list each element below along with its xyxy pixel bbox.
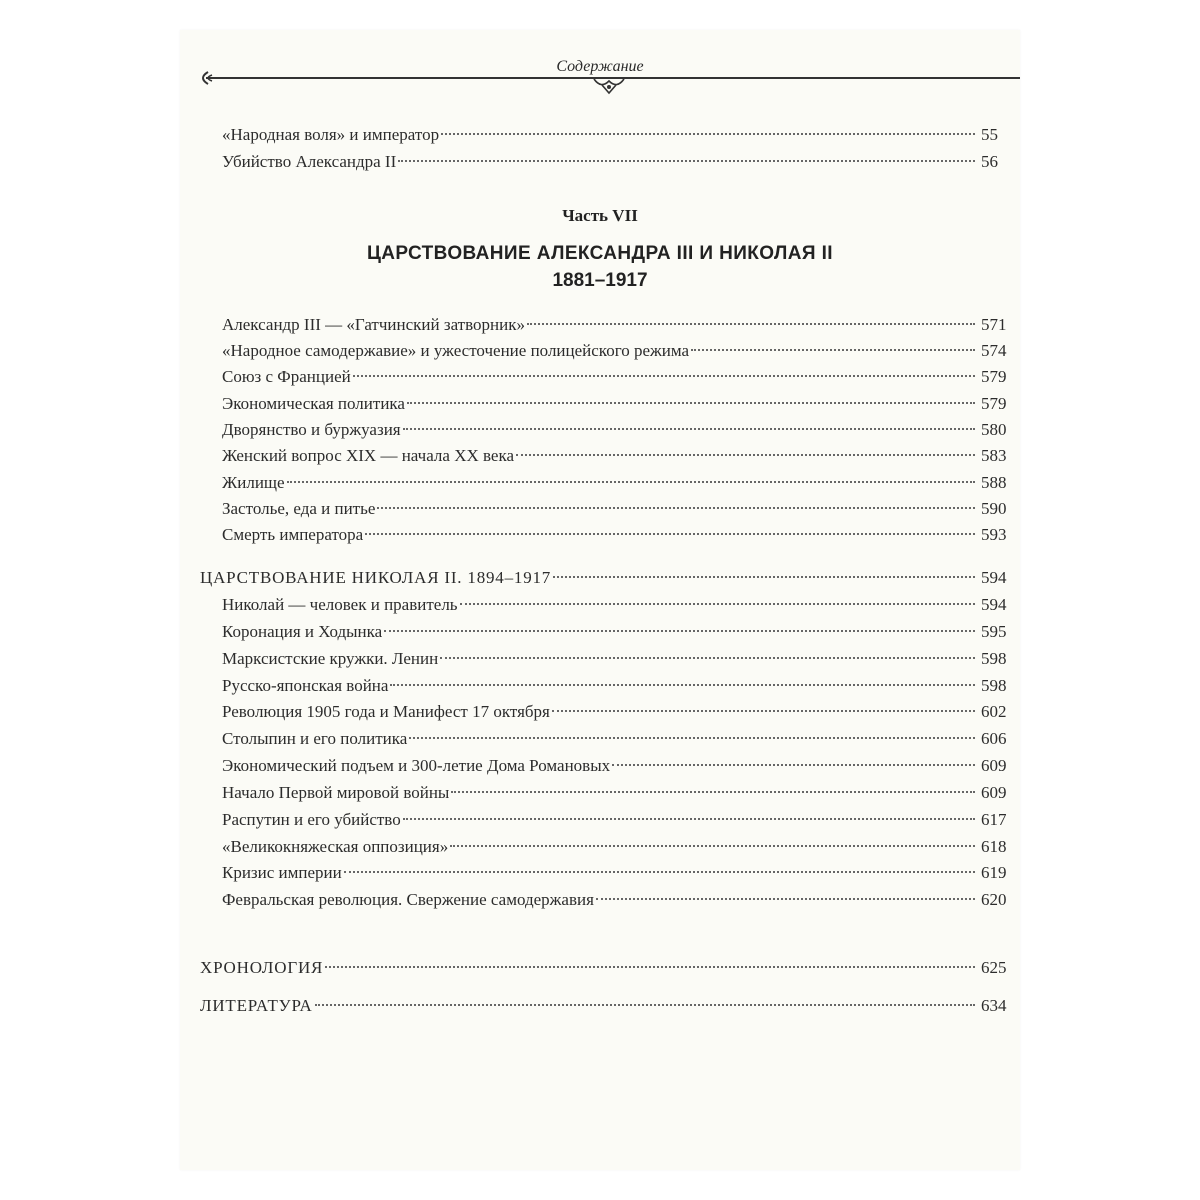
toc-entry[interactable] bbox=[222, 365, 1017, 389]
dot-leader bbox=[407, 402, 975, 404]
dot-leader bbox=[460, 603, 975, 605]
toc-entry-page: 579 bbox=[981, 394, 1007, 413]
toc-entry-page: 56 bbox=[981, 152, 998, 171]
book-page bbox=[180, 30, 1020, 1170]
toc-entry-title: Начало Первой мировой войны bbox=[222, 783, 450, 802]
dot-leader bbox=[441, 133, 975, 135]
toc-entry[interactable] bbox=[222, 418, 1017, 442]
toc-entry-title: Русско-японская война bbox=[222, 676, 389, 695]
dot-leader bbox=[516, 454, 975, 456]
toc-section-entry[interactable] bbox=[200, 994, 1017, 1018]
toc-entry-title: Жилище bbox=[222, 473, 285, 492]
toc-entry-title: Марксистские кружки. Ленин bbox=[222, 649, 439, 668]
toc-entry-page: 609 bbox=[981, 783, 1007, 802]
toc-entry[interactable] bbox=[222, 523, 1017, 547]
toc-entry[interactable] bbox=[222, 647, 1017, 671]
toc-entry-title: Николай — человек и правитель bbox=[222, 595, 458, 614]
toc-entry-page: 590 bbox=[981, 499, 1007, 518]
toc-section-page: 625 bbox=[981, 958, 1007, 977]
toc-entry-title: Кризис империи bbox=[222, 863, 342, 882]
dot-leader bbox=[409, 737, 975, 739]
toc-entry[interactable] bbox=[222, 754, 1017, 778]
toc-entry-page: 617 bbox=[981, 810, 1007, 829]
toc-entry-page: 580 bbox=[981, 420, 1007, 439]
toc-entry-page: 609 bbox=[981, 756, 1007, 775]
dot-leader bbox=[612, 764, 975, 766]
dot-leader bbox=[450, 845, 975, 847]
dot-leader bbox=[390, 684, 975, 686]
toc-entry-page: 574 bbox=[981, 341, 1007, 360]
toc-entry-title: Убийство Александра II bbox=[222, 152, 397, 171]
part-years: 1881–1917 bbox=[552, 270, 648, 291]
dot-leader bbox=[440, 657, 975, 659]
toc-section-entry[interactable] bbox=[200, 956, 1017, 980]
toc-entry-title: Женский вопрос XIX — начала XX века bbox=[222, 446, 515, 465]
toc-entry[interactable] bbox=[222, 700, 1017, 724]
toc-entry-title: Застолье, еда и питье bbox=[222, 499, 376, 518]
toc-entry[interactable] bbox=[222, 674, 1017, 698]
toc-entry-page: 594 bbox=[981, 595, 1007, 614]
toc-entry[interactable] bbox=[222, 392, 1017, 416]
toc-entry-title: Экономическая политика bbox=[222, 394, 405, 413]
toc-entry-page: 583 bbox=[981, 446, 1007, 465]
part-label: Часть VII bbox=[562, 206, 638, 225]
running-head bbox=[180, 58, 1020, 88]
toc-entry-page: 602 bbox=[981, 702, 1007, 721]
toc-entry-page: 620 bbox=[981, 890, 1007, 909]
dot-leader bbox=[552, 710, 975, 712]
dot-leader bbox=[451, 791, 975, 793]
toc-entry[interactable] bbox=[222, 497, 1017, 521]
dot-leader bbox=[287, 481, 975, 483]
toc-entry-title: Дворянство и буржуазия bbox=[222, 420, 401, 439]
toc-entry[interactable] bbox=[222, 808, 1017, 832]
toc-entry-page: 598 bbox=[981, 649, 1007, 668]
toc-entry-title: Смерть императора bbox=[222, 525, 364, 544]
dot-leader bbox=[403, 428, 975, 430]
toc-entry-page: 588 bbox=[981, 473, 1007, 492]
toc-section-title: ЛИТЕРАТУРА bbox=[200, 996, 313, 1015]
toc-entry-title: «Народная воля» и император bbox=[222, 125, 440, 144]
toc-entry[interactable] bbox=[222, 888, 1017, 912]
dot-leader bbox=[403, 818, 975, 820]
center-ornament-icon bbox=[592, 77, 626, 95]
toc-entry-page: 598 bbox=[981, 676, 1007, 695]
toc-entry-title: Распутин и его убийство bbox=[222, 810, 401, 829]
toc-entry-page: 618 bbox=[981, 837, 1007, 856]
dot-leader bbox=[325, 966, 975, 968]
toc-entry-title: «Великокняжеская оппозиция» bbox=[222, 837, 449, 856]
dot-leader bbox=[691, 349, 975, 351]
toc-entry[interactable] bbox=[222, 593, 1017, 617]
dot-leader bbox=[596, 898, 975, 900]
toc-entry-title: Экономический подъем и 300-летие Дома Романовых bbox=[222, 756, 611, 775]
toc-entry[interactable] bbox=[222, 781, 1017, 805]
dot-leader bbox=[553, 576, 975, 578]
toc-entry-page: 619 bbox=[981, 863, 1007, 882]
toc-entry[interactable] bbox=[222, 861, 1017, 885]
toc-section-entry[interactable] bbox=[200, 566, 1017, 590]
toc-entry-title: «Народное самодержавие» и ужесточение полицейского режима bbox=[222, 341, 690, 360]
toc-entry[interactable] bbox=[222, 313, 1017, 337]
toc-entry[interactable] bbox=[222, 150, 1017, 174]
dot-leader bbox=[365, 533, 975, 535]
toc-entry-page: 606 bbox=[981, 729, 1007, 748]
toc-entry-title: Александр III — «Гатчинский затворник» bbox=[222, 315, 525, 334]
toc-entry-page: 55 bbox=[981, 125, 998, 144]
dot-leader bbox=[315, 1004, 975, 1006]
dot-leader bbox=[384, 630, 975, 632]
toc-entry[interactable] bbox=[222, 471, 1017, 495]
toc-entry-page: 571 bbox=[981, 315, 1007, 334]
toc-entry-page: 593 bbox=[981, 525, 1007, 544]
toc-entry[interactable] bbox=[222, 123, 1017, 147]
toc-entry[interactable] bbox=[222, 444, 1017, 468]
toc-section-title: ХРОНОЛОГИЯ bbox=[200, 958, 324, 977]
toc-entry-title: Февральская революция. Свержение самодержавия bbox=[222, 890, 594, 909]
dot-leader bbox=[353, 375, 975, 377]
toc-entry[interactable] bbox=[222, 835, 1017, 859]
toc-entry-title: Коронация и Ходынка bbox=[222, 622, 383, 641]
toc-entry[interactable] bbox=[222, 339, 1017, 363]
toc-entry-title: Союз с Францией bbox=[222, 367, 351, 386]
dot-leader bbox=[527, 323, 975, 325]
toc-entry[interactable] bbox=[222, 620, 1017, 644]
toc-entry-title: Столыпин и его политика bbox=[222, 729, 408, 748]
dot-leader bbox=[377, 507, 975, 509]
part-title: ЦАРСТВОВАНИЕ АЛЕКСАНДРА III И НИКОЛАЯ II bbox=[367, 243, 833, 264]
toc-entry[interactable] bbox=[222, 727, 1017, 751]
toc-entry-page: 595 bbox=[981, 622, 1007, 641]
dot-leader bbox=[398, 160, 975, 162]
toc-entry-title: Революция 1905 года и Манифест 17 октября bbox=[222, 702, 550, 721]
running-title: Содержание bbox=[556, 58, 644, 75]
toc-section-page: 634 bbox=[981, 996, 1007, 1015]
dot-leader bbox=[344, 871, 975, 873]
toc-section-title: ЦАРСТВОВАНИЕ НИКОЛАЯ II. 1894–1917 bbox=[200, 568, 552, 587]
toc-entry-page: 579 bbox=[981, 367, 1007, 386]
toc-section-page: 594 bbox=[981, 568, 1007, 587]
